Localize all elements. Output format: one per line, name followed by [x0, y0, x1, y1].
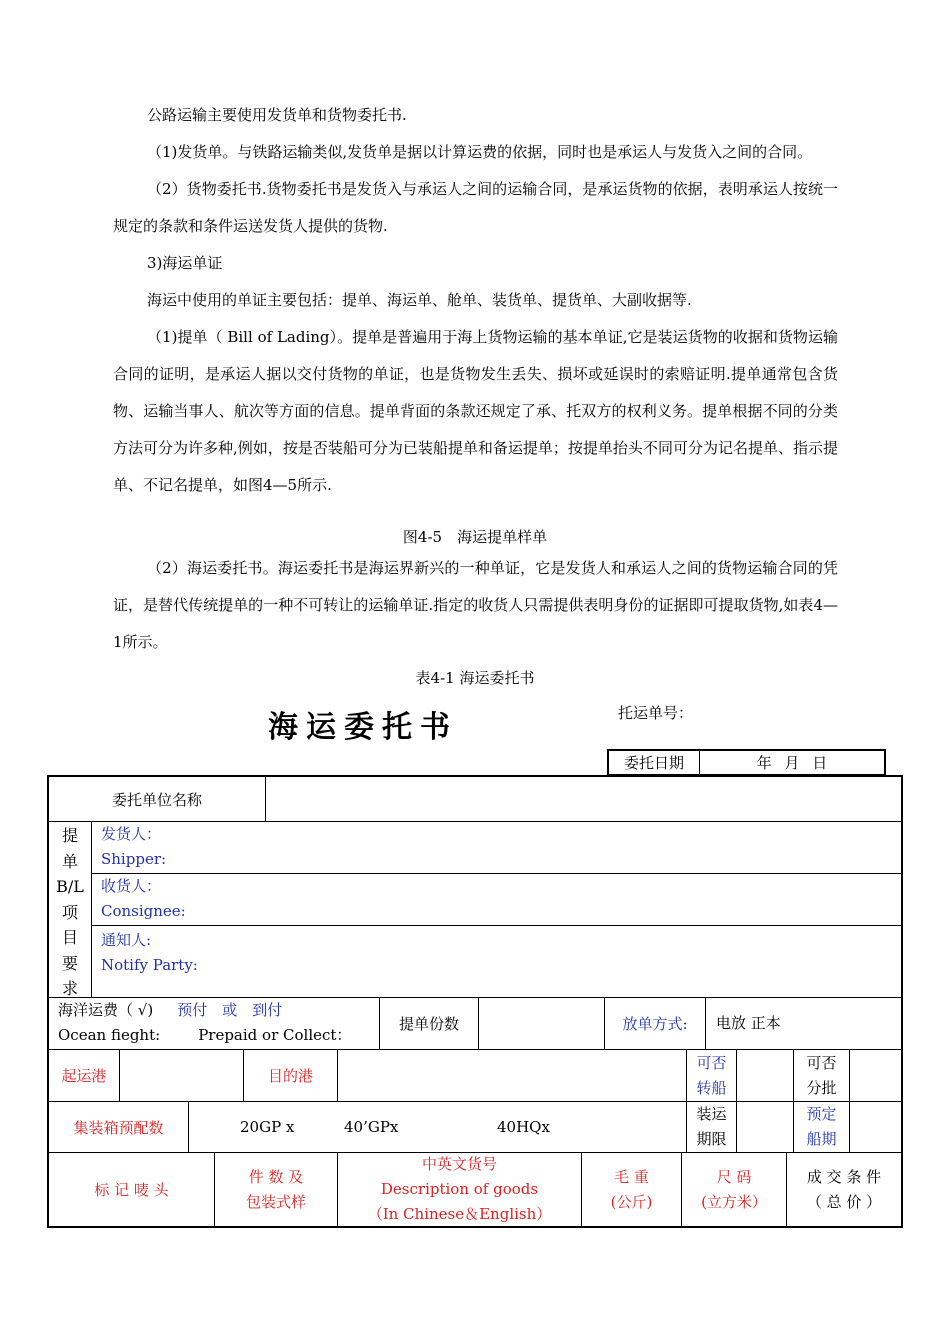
paragraph-sea-waybill: （2）海运委托书。海运委托书是海运界新兴的一种单证，它是发货人和承运人之间的货物运输合同的凭证，是替代传统提单的一种不可转让的运输单证.指定的收货人只需提供表明身份的证据即可提取货物,如表4—1所示。: [113, 559, 838, 651]
paragraph-sea-documents: 海运中使用的单证主要包括：提单、海运单、舱单、装货单、提货单、大副收据等.: [147, 291, 692, 309]
section-heading-sea-documents: 3)海运单证: [147, 254, 223, 272]
sailing-date-label: 预定 船期: [806, 1105, 837, 1148]
partial-shipment-label: 可否 分批: [806, 1053, 837, 1097]
notify-label-cn: 通知人:: [101, 931, 152, 949]
shipment-period-field[interactable]: [737, 1102, 793, 1152]
release-method-options[interactable]: 电放 正本: [716, 1014, 781, 1032]
freight-option-cn[interactable]: 预付 或 到付: [177, 1001, 283, 1019]
notify-label-en: Notify Party:: [101, 956, 198, 974]
shipper-label-cn: 发货人：: [101, 825, 162, 843]
consignee-label-en: Consignee:: [101, 902, 186, 920]
paragraph-road-transport: 公路运输主要使用发货单和货物委托书.: [147, 106, 407, 124]
marks-label: 标 记 唛 头: [94, 1181, 169, 1199]
trade-terms-label: 成 交 条 件 （ 总 价 ）: [806, 1167, 882, 1211]
container-40gp[interactable]: 40’GPx: [344, 1118, 399, 1136]
consignment-form: [47, 775, 903, 1228]
form-title: 海运委托书: [268, 710, 458, 745]
entrust-date-label: 委托日期: [609, 751, 700, 774]
container-20gp[interactable]: 20GP x: [240, 1118, 295, 1136]
container-40hq[interactable]: 40HQx: [497, 1118, 550, 1136]
body-text: [113, 97, 838, 504]
paragraph-bill-of-lading: （1)提单（ Bill of Lading）。提单是普遍用于海上货物运输的基本单证,它是装运货物的收据和货物运输合同的证明，是承运人据以交付货物的单证，也是货物发生丢失、损坏或延误时的索赔证明.提单通常包含货物、运输当事人、航次等方面的信息。提单背面的条款还规定了承、托双方的权利义务。提单根据不同的分类方法可分为许多种,例如，按是否装船可分为已装船提单和备运提单；按提单抬头不同可分为记名提单、指示提单、不记名提单，如图4—5所示.: [113, 328, 838, 494]
shipper-field[interactable]: [101, 822, 891, 873]
bl-copies-label: 提单份数: [398, 1015, 459, 1033]
freight-option-en: Prepaid or Collect：: [198, 1026, 352, 1044]
table-caption: 表4-1 海运委托书: [415, 669, 535, 687]
waybill-number-label: 托运单号：: [618, 704, 694, 722]
bl-copies-field[interactable]: [479, 998, 604, 1049]
transshipment-field[interactable]: [737, 1050, 793, 1101]
port-of-destination-field[interactable]: [338, 1050, 686, 1101]
release-method-label: 放单方式:: [622, 1015, 688, 1033]
paragraph-consignment: （2）货物委托书.货物委托书是发货入与承运人之间的运输合同，是承运货物的依据，表明承运人按统一规定的条款和条件运送发货人提供的货物.: [113, 180, 838, 235]
transshipment-label: 可否 转船: [696, 1053, 727, 1097]
ocean-freight-label-en: Ocean fieght:: [58, 1026, 161, 1044]
port-of-destination-label: 目的港: [267, 1067, 313, 1085]
container-count-label: 集装箱预配数: [73, 1118, 164, 1137]
sailing-date-field[interactable]: [850, 1102, 901, 1152]
goods-description-label: 中英文货号 Description of goods （In Chinese＆English）: [367, 1155, 552, 1223]
client-name-field[interactable]: [266, 777, 901, 821]
partial-shipment-field[interactable]: [850, 1050, 901, 1101]
paragraph-invoice: （1)发货单。与铁路运输类似,发货单是据以计算运费的依据，同时也是承运人与发货入之间的合同。: [147, 143, 813, 161]
shipment-period-label: 装运 期限: [696, 1105, 727, 1148]
entrust-date-box: [607, 749, 886, 776]
ocean-freight-label-cn: 海洋运费（ √): [58, 1001, 154, 1019]
consignee-field[interactable]: [101, 874, 891, 925]
notify-party-field[interactable]: [101, 926, 891, 996]
client-name-label: 委托单位名称: [111, 790, 202, 809]
port-of-loading-label: 起运港: [61, 1067, 107, 1085]
port-of-loading-field[interactable]: [120, 1050, 243, 1101]
gross-weight-label: 毛 重 (公斤): [610, 1167, 653, 1211]
figure-caption: 图4-5 海运提单样单: [402, 528, 548, 546]
entrust-date-value[interactable]: 年 月 日: [756, 754, 828, 772]
packages-label: 件 数 及 包装式样: [245, 1167, 306, 1211]
shipper-label-en: Shipper:: [101, 850, 167, 868]
measurement-label: 尺 码 (立方米）: [701, 1167, 767, 1211]
bl-requirements-label: 提 单 B/L 项 目 要 求: [56, 826, 84, 998]
body-text-2: [113, 550, 838, 661]
ocean-freight-cell[interactable]: [58, 998, 378, 1049]
consignee-label-cn: 收货人：: [101, 877, 162, 895]
